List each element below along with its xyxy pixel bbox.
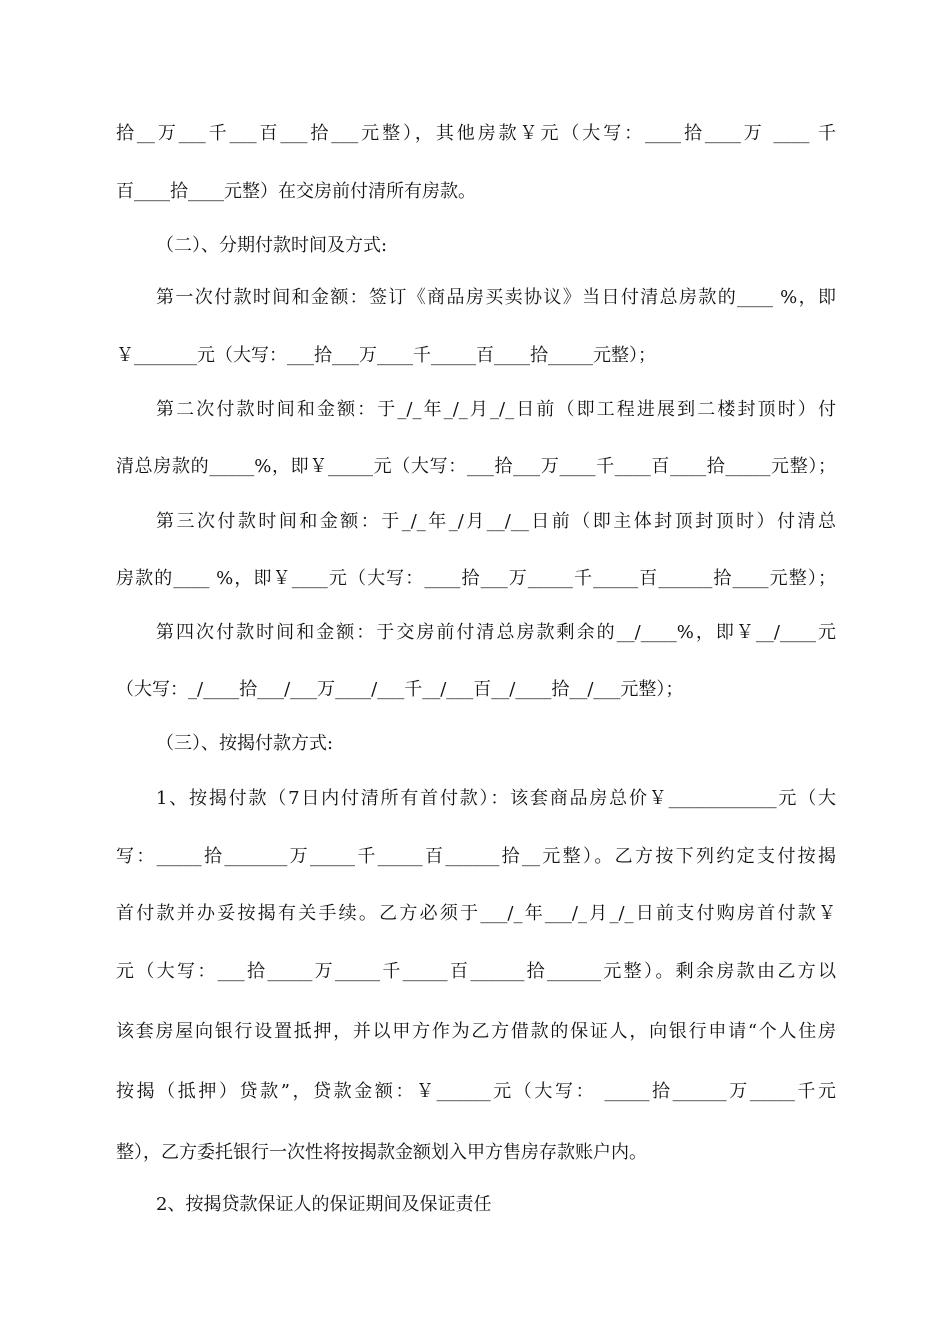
section-heading: 2、按揭贷款保证人的保证期间及保证责任: [156, 1194, 492, 1215]
text-line: 1、按揭付款（7日内付清所有首付款）：该套商品房总价￥____________元（大: [156, 788, 836, 809]
text-line: 整），乙方委托银行一次性将按揭款金额划入甲方售房存款账户内。: [116, 1142, 647, 1163]
text-line: （大写：_/____拾___/___万____/___千__/___百__/____拾__/___元整）；: [116, 679, 684, 700]
section-heading: （三）、按揭付款方式:: [156, 733, 334, 754]
section-heading: （二）、分期付款时间及方式:: [156, 235, 388, 256]
text-line: 百____拾____元整）在交房前付清所有房款。: [116, 181, 476, 202]
text-line: 首付款并办妥按揭有关手续。乙方必须于___/_年___/_月_/_日前支付购房首付款￥: [116, 903, 836, 924]
text-line: 第三次付款时间和金额：于_/_年_/月__/__日前（即主体封顶封顶时）付清总: [156, 511, 836, 532]
text-line: 写：_____拾_______万_____千_____百______拾__元整）。乙方按下列约定支付按揭: [116, 846, 836, 867]
text-line: 第二次付款时间和金额：于_/_年_/_月_/_日前（即工程进展到二楼封顶时）付: [156, 399, 836, 420]
text-line: 该套房屋向银行设置抵押，并以甲方作为乙方借款的保证人，向银行申请“个人住房: [116, 1021, 836, 1042]
text-line: 房款的____ %，即￥____元（大写：____拾___万_____千_____百______拾____元整）；: [116, 568, 836, 589]
text-line: 第四次付款时间和金额：于交房前付清总房款剩余的__/____%，即￥__/____元: [156, 622, 836, 643]
text-line: 按揭（抵押）贷款”，贷款金额：￥______元（大写： _____拾______万_____千元: [116, 1081, 836, 1102]
text-line: 第一次付款时间和金额：签订《商品房买卖协议》当日付清总房款的____ %，即: [156, 287, 836, 308]
text-line: 拾__万___千___百___拾___元整），其他房款￥元（大写：____拾____万 ____ 千: [116, 123, 836, 144]
text-line: 元（大写：___拾_____万_____千_____百______拾______元整）。剩余房款由乙方以: [116, 961, 836, 982]
text-line: 清总房款的_____%，即￥_____元（大写：___拾___万____千____百____拾_____元整）；: [116, 456, 836, 477]
text-line: ￥_______元（大写：___拾___万____千_____百____拾_____元整）；: [116, 345, 656, 366]
